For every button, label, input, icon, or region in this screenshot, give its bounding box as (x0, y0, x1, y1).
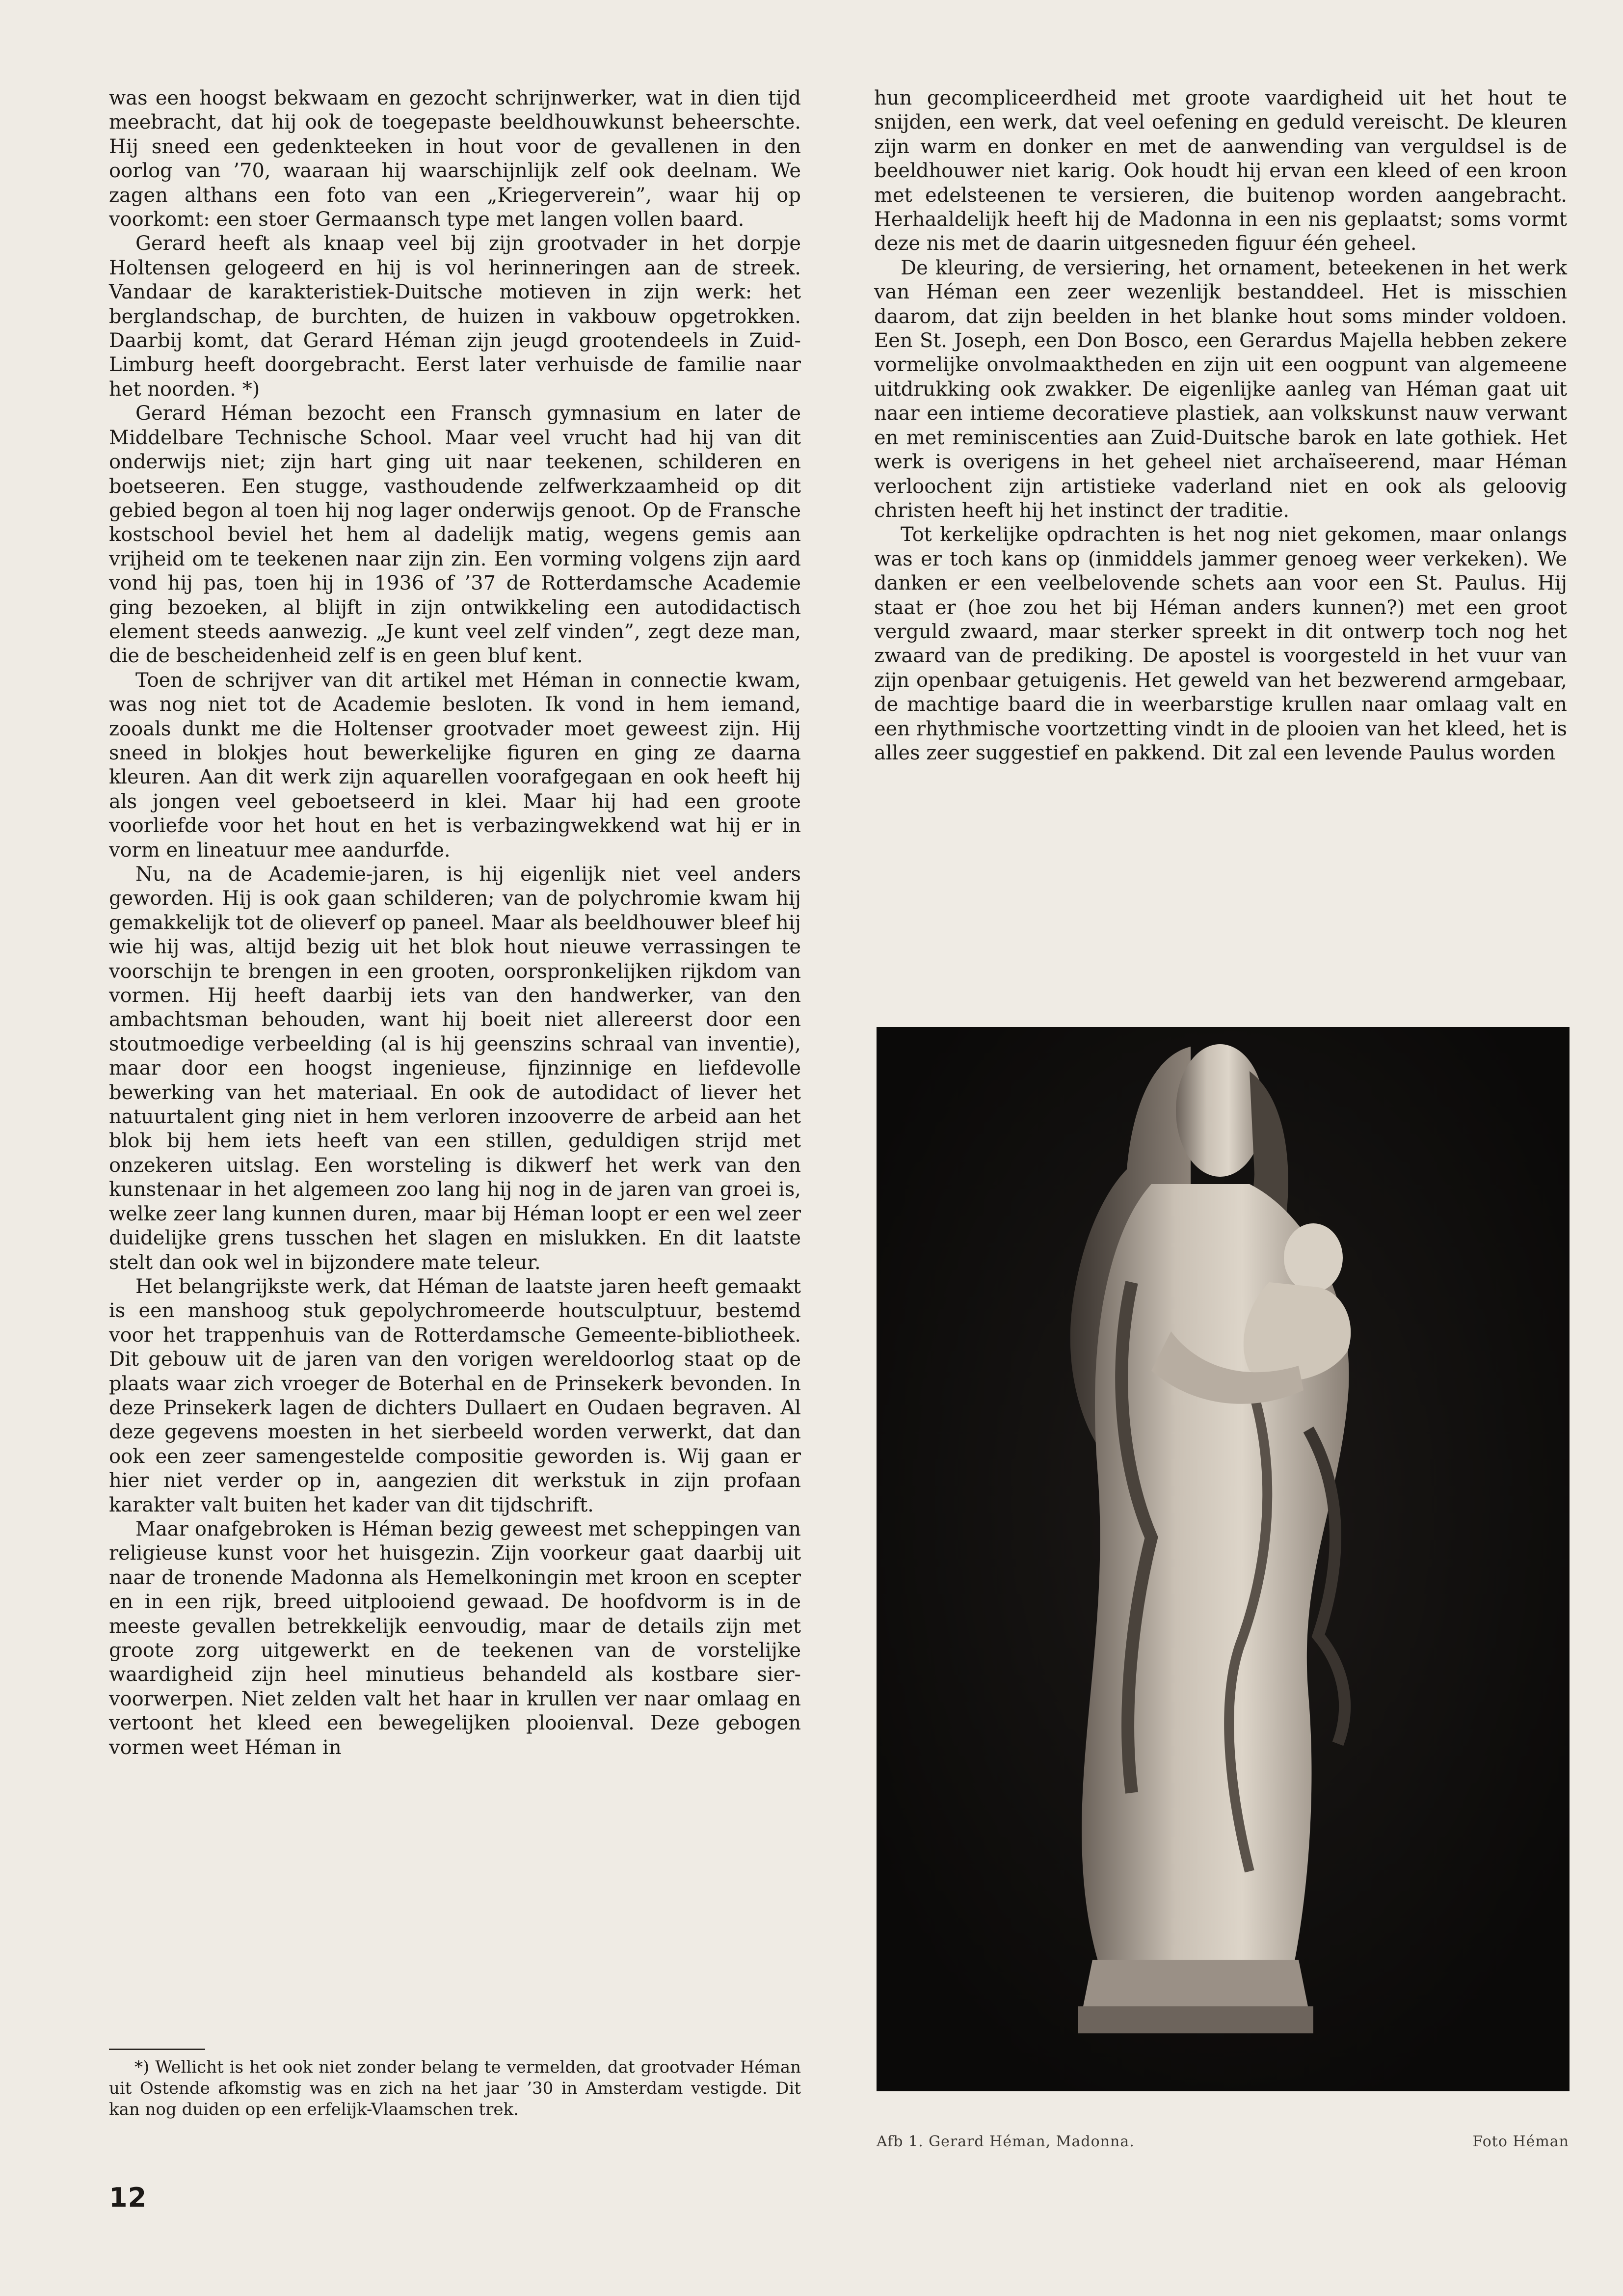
photo-credit: Foto Héman (1472, 2133, 1569, 2150)
paragraph: Het belangrijkste werk, dat Héman de laatste jaren heeft gemaakt is een manshoog stuk gepolychromeerde houtsculptuur, bestemd voor het trappenhuis van de Rotterdamsche Gemeente-bibliotheek. Dit gebouw uit de jaren van den vorigen wereldoorlog staat op de plaats waar zich vroeger de Boterhal en de Prinsekerk bevonden. In deze Prinsekerk lagen de dichters Dullaert en Oudaen begraven. Al deze gegevens moesten in het sierbeeld worden verwerkt, dat dan ook een zeer samengestelde compositie geworden is. Wij gaan er hier niet verder op in, aangezien dit werkstuk in zijn profaan karakter valt buiten het kader van dit tijdschrift. (109, 1275, 801, 1516)
paragraph: De kleuring, de versiering, het ornament, beteekenen in het werk van Héman een zeer wezenlijk bestanddeel. Het is misschien daarom, dat zijn beelden in het blanke hout soms minder voldoen. Een St. Joseph, een Don Bosco, een Gerardus Majella hebben zekere vormelijke onvolmaaktheden en zijn uit een oogpunt van algemeene uitdrukking ook zwakker. De eigenlijke aanleg van Héman gaat uit naar een intieme decoratieve plastiek, aan volkskunst nauw verwant en met reminiscenties aan Zuid-Duitsche barok en late gothiek. Het werk is overigens in het geheel niet archaïseerend, maar Héman verloochent zijn artistieke vaderland niet en ook als geloovig christen heeft hij het instinct der traditie. (874, 256, 1567, 522)
footnote-divider (109, 2049, 205, 2050)
paragraph: Tot kerkelijke opdrachten is het nog niet gekomen, maar onlangs was er toch kans op (inmiddels jammer genoeg weer verkeken). We danken er een veelbelovende schets aan voor een St. Paulus. Hij staat er (hoe zou het bij Héman anders kunnen?) met een groot verguld zwaard, maar sterker spreekt in dit ontwerp toch nog het zwaard van de prediking. De apostel is voorgesteld in het vuur van zijn openbaar getuigenis. Het geweld van het bezwerend armgebaar, de machtige baard die in weerbarstige krullen naar omlaag valt en een rhythmische voortzetting vindt in de plooien van het kleed, het is alles zeer suggestief en pakkend. Dit zal een levende Paulus worden (874, 523, 1567, 764)
figure-caption: Afb 1. Gerard Héman, Madonna. (877, 2133, 1135, 2150)
footnote (109, 2057, 801, 2120)
madonna-photograph (877, 1027, 1570, 2091)
paragraph: was een hoogst bekwaam en gezocht schrijnwerker, wat in dien tijd meebracht, dat hij ook de toegepaste beeldhouwkunst beheerschte. Hij sneed een gedenkteeken in hout voor de gevallenen in den oorlog van ’70, waaraan hij waarschijnlijk zelf ook deelnam. We zagen althans een foto van een „Kriegerverein”, waar hij op voorkomt: een stoer Germaansch type met langen vollen baard. (109, 87, 801, 231)
paragraph: Maar onafgebroken is Héman bezig geweest met scheppingen van religieuse kunst voor het huisgezin. Zijn voorkeur gaat daarbij uit naar de tronende Madonna als Hemelkoningin met kroon en scepter en in een rijk, breed uitplooiend gewaad. De hoofdvorm is in de meeste gevallen betrekkelijk eenvoudig, maar de details zijn met groote zorg uitgewerkt en de teekenen van de vorstelijke waardigheid zijn heel minutieus behandeld als kostbare sier-voorwerpen. Niet zelden valt het haar in krullen ver naar omlaag en vertoont het kleed een bewegelijken plooienval. Deze gebogen vormen weet Héman in (109, 1517, 801, 1759)
footnote-text: *) Wellicht is het ook niet zonder belang te vermelden, dat grootvader Héman uit Ostende afkomstig was en zich na het jaar ’30 in Amsterdam vestigde. Dit kan nog duiden op een erfelijk-Vlaamschen trek. (109, 2057, 801, 2119)
right-text-column (874, 86, 1567, 765)
paragraph: hun gecompliceerdheid met groote vaardigheid uit het hout te snijden, een werk, dat veel oefening en geduld vereischt. De kleuren zijn warm en donker en met de aanwending van verguldsel is de beeldhouwer niet karig. Ook houdt hij ervan een kleed of een kroon met edelsteenen te versieren, die buitenop worden aangebracht. Herhaaldelijk heeft hij de Madonna in een nis geplaatst; soms vormt deze nis met de daarin uitgesneden figuur één geheel. (874, 87, 1567, 255)
paragraph: Gerard heeft als knaap veel bij zijn grootvader in het dorpje Holtensen gelogeerd en hij is vol herinneringen aan de streek. Vandaar de karakteristiek-Duitsche motieven in zijn werk: het berglandschap, de burchten, de huizen in vakbouw opgetrokken. Daarbij komt, dat Gerard Héman zijn jeugd grootendeels in Zuid-Limburg heeft doorgebracht. Eerst later verhuisde de familie naar het noorden. *) (109, 232, 801, 401)
madonna-sculpture-image (877, 1027, 1570, 2091)
paragraph: Toen de schrijver van dit artikel met Héman in connectie kwam, was nog niet tot de Academie besloten. Ik vond in hem iemand, zooals dunkt me die Holtenser grootvader moet geweest zijn. Hij sneed in blokjes hout bewerkelijke figuren en ging ze daarna kleuren. Aan dit werk zijn aquarellen voorafgegaan en ook heeft hij als jongen veel geboetseerd in klei. Maar hij had een groote voorliefde voor het hout en het is verbazingwekkend wat hij er in vorm en lineatuur mee aandurfde. (109, 669, 801, 862)
paragraph: Gerard Héman bezocht een Fransch gymnasium en later de Middelbare Technische School. Maar veel vrucht had hij van dit onderwijs niet; zijn hart ging uit naar teekenen, schilderen en boetseeren. Een stugge, vasthoudende zelfwerkzaamheid op dit gebied begon al toen hij nog lager onderwijs genoot. Op de Fransche kostschool beviel het hem al dadelijk matig, wegens gemis aan vrijheid om te teekenen naar zijn zin. Een vorming volgens zijn aard vond hij pas, toen hij in 1936 of ’37 de Rotterdamsche Academie ging bezoeken, al blijft in zijn ontwikkeling een autodidactisch element steeds aanwezig. „Je kunt veel zelf vinden”, zegt deze man, die de bescheidenheid zelf is en geen bluf kent. (109, 402, 801, 668)
page-number: 12 (109, 2182, 147, 2213)
left-text-column (109, 86, 801, 1760)
paragraph: Nu, na de Academie-jaren, is hij eigenlijk niet veel anders geworden. Hij is ook gaan schilderen; van de polychromie kwam hij gemakkelijk tot de olieverf op paneel. Maar als beeldhouwer bleef hij wie hij was, altijd bezig uit het blok hout nieuwe verrassingen te voorschijn te brengen in een grooten, oorspronkelijken rijkdom van vormen. Hij heeft daarbij iets van den handwerker, van den ambachtsman behouden, want hij boeit niet allereerst door een stoutmoedige verbeelding (al is hij geenszins schraal van inventie), maar door een hoogst ingenieuse, fijnzinnige en liefdevolle bewerking van het materiaal. En ook de autodidact of liever het natuurtalent ging niet in hem verloren inzooverre de arbeid aan het blok bij hem iets heeft van een stillen, geduldigen strijd met onzekeren uitslag. Een worsteling is dikwerf het werk van den kunstenaar in het algemeen zoo lang hij nog in de jaren van groei is, welke zeer lang kunnen duren, maar bij Héman loopt er een wel zeer duidelijke grens tusschen het slagen en mislukken. En dit laatste stelt dan ook wel in bijzondere mate teleur. (109, 863, 801, 1274)
